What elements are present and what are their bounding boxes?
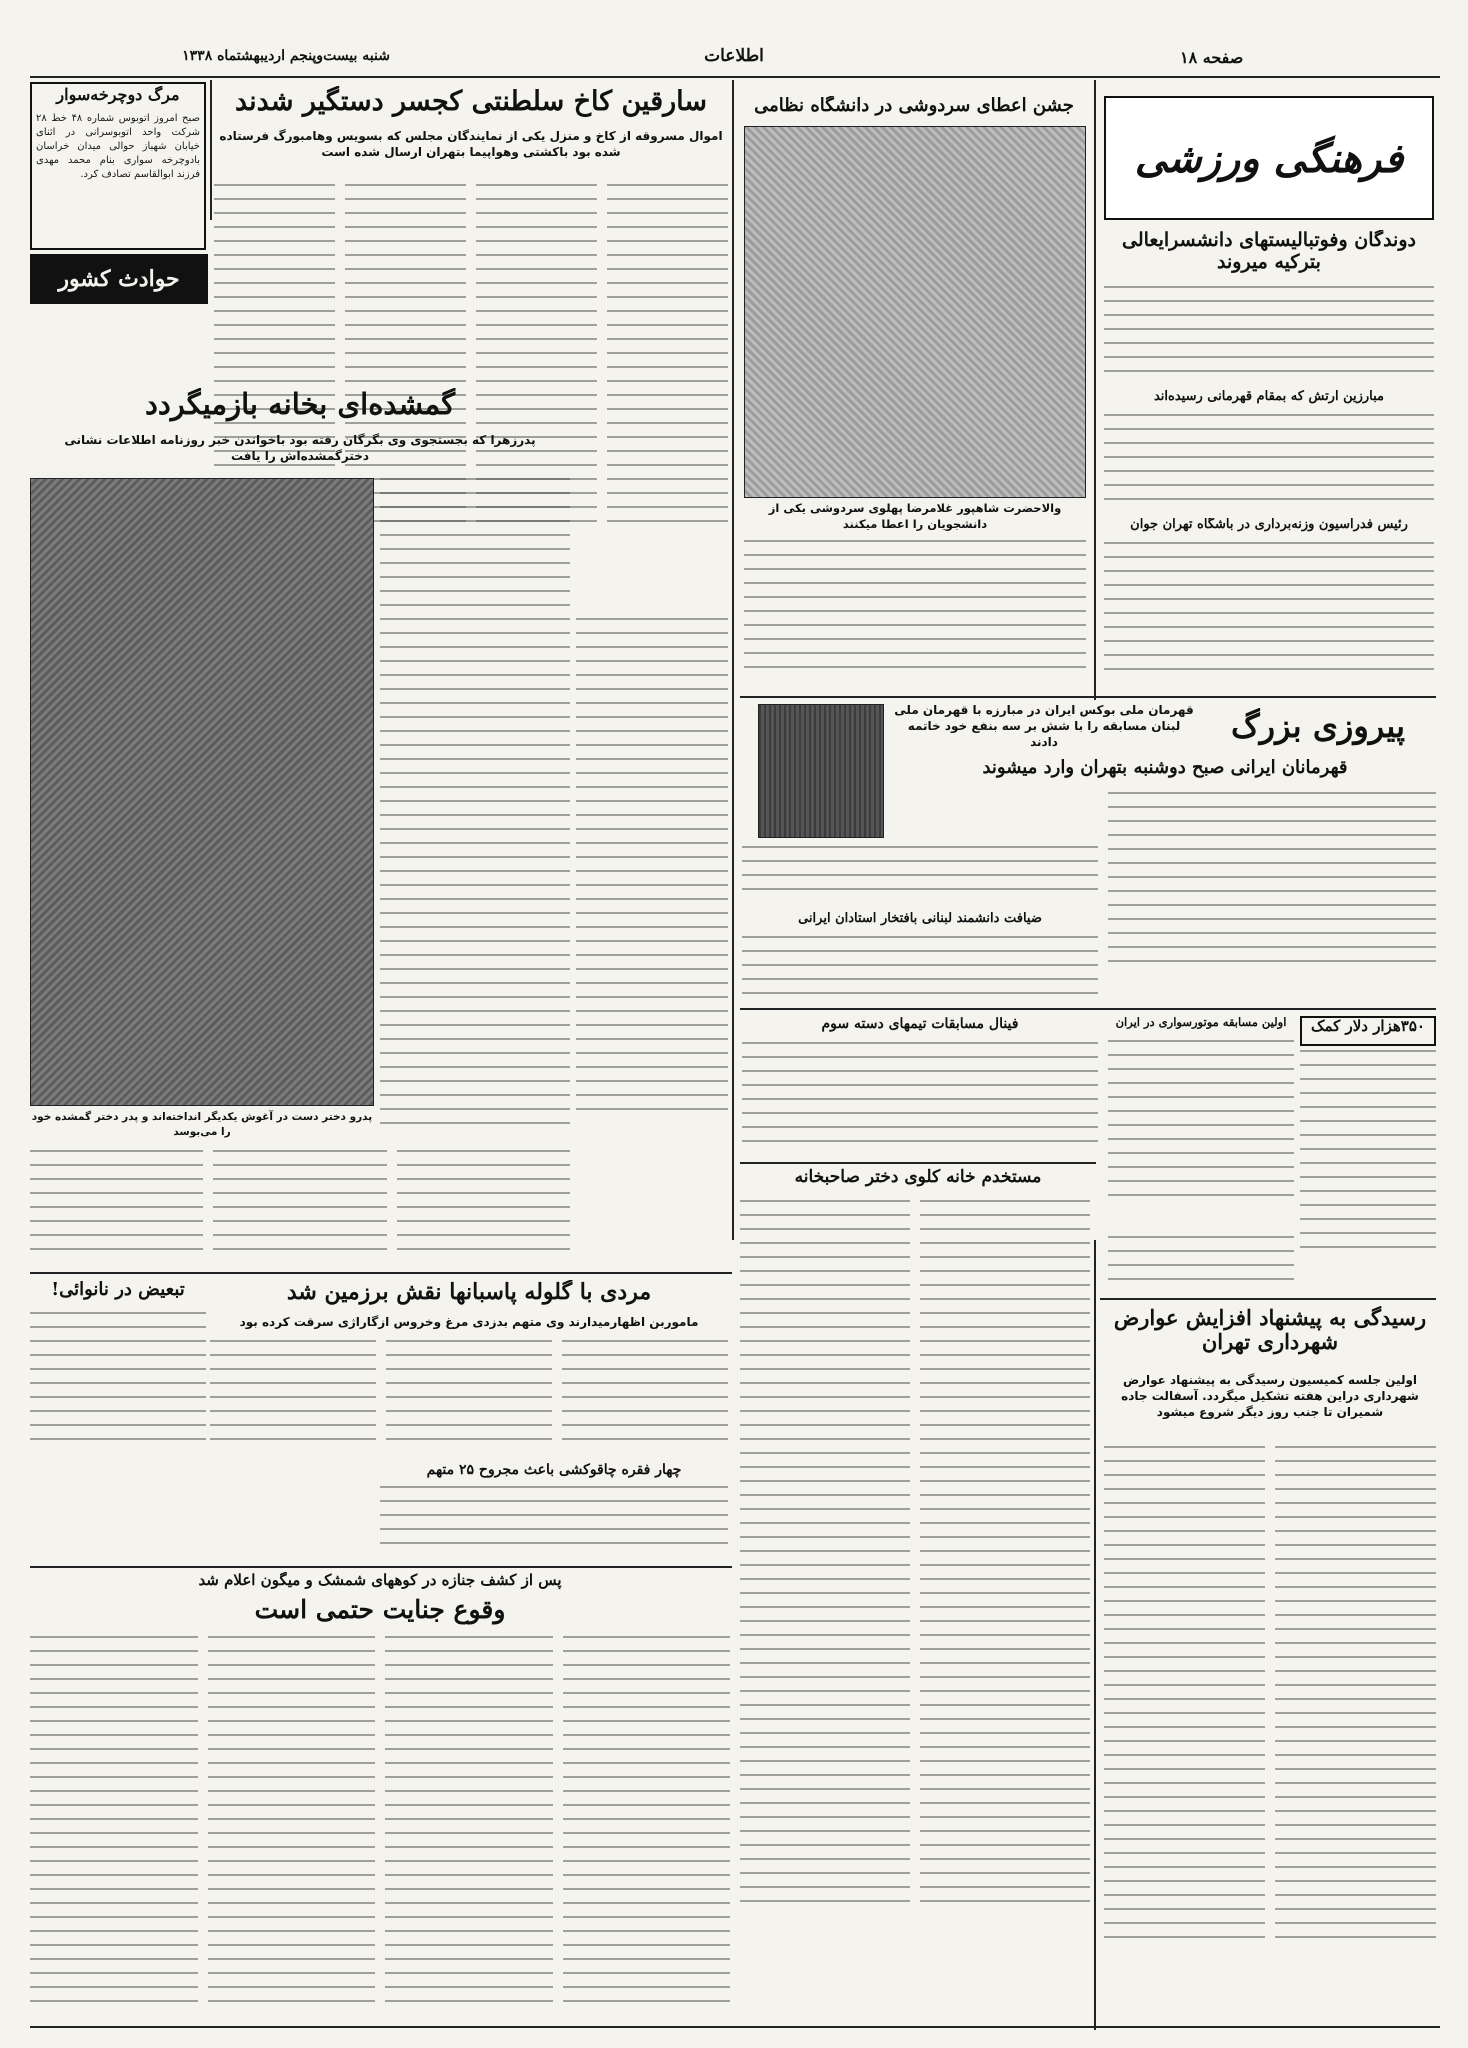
bullet-headline: مردی با گلوله پاسبانها نقش برزمین شد	[286, 1280, 652, 1305]
aid-headline: ۳۵۰هزار دلار کمک	[1300, 1016, 1436, 1046]
pre-municipality-body	[1108, 1236, 1294, 1294]
masthead-rule	[30, 76, 1440, 78]
bullet-deck: ماموربن اظهارمیدارند وی متهم بدزدی مرغ وخروس ازگاراژی سرقت کرده بود	[239, 1315, 699, 1329]
section-rule	[740, 696, 1436, 698]
thieves-headline: سارقین کاخ سلطنتی کجسر دستگیر شدند	[234, 86, 707, 117]
thieves-deck: اموال مسروقه از کاخ و منزل یکی از نمایندگان مجلس که بسویس وهامبورگ فرستاده شده بود باکشتی وهواپیما بتهران ارسال شده است	[219, 129, 723, 159]
incidents-banner	[30, 254, 208, 304]
servant-body	[740, 1200, 1090, 2020]
missing-girl-body	[380, 478, 570, 1148]
servant-headline: مستخدم خانه کلوی دختر صاحبخانه	[794, 1168, 1042, 1187]
discrimination-headline: تبعیض در نانوائی!	[51, 1280, 185, 1300]
page-bottom-rule	[30, 2026, 1440, 2028]
section-rule	[30, 1272, 732, 1274]
shemshak-body	[30, 1636, 730, 2008]
municipality-body	[1104, 1446, 1436, 2022]
cyclist-lead: صبح امروز اتوبوس شماره ۴۸ خط ۲۸ شرکت واحد اتوبوسرانی در اثنای خیابان شهباز حوالی میدان خراسان بادوچرخه سواری بنام محمد مهدی فرزند ابوالقاسم تصادف کرد.	[36, 113, 200, 180]
section-rule	[740, 1008, 1436, 1010]
army-champions-subhead: مبارزین ارتش که بمقام قهرمانی رسیده‌اند	[1153, 390, 1385, 404]
academy-photo	[744, 126, 1086, 498]
aid-body	[1300, 1050, 1436, 1294]
father-daughter-photo	[30, 478, 374, 1106]
academy-body	[744, 540, 1086, 688]
weightlifting-body	[1104, 542, 1434, 692]
reception-subhead: ضیافت دانشمند لبنانی بافتخار استادان ایرانی	[798, 912, 1042, 926]
paper-name: اطلاعات	[704, 46, 764, 66]
academy-headline: جشن اعطای سردوشی در دانشگاه نظامی	[754, 96, 1074, 116]
girl-continued	[30, 1150, 570, 1268]
date-line: شنبه بیست‌وپنجم اردیبهشتماه ۱۳۳۸	[182, 48, 390, 64]
section-rule	[1100, 1298, 1436, 1300]
boxing-body-right	[1108, 792, 1436, 1004]
academy-caption: والاحضرت شاهپور غلامرضا پهلوی سردوشی یکی از دانشجویان را اعطا میکنند	[768, 501, 1062, 531]
culture-sports-title: فرهنگی ورزشی	[1134, 134, 1404, 182]
stab-body	[380, 1486, 728, 1562]
missing-girl-deck: پدرزهرا که بجستجوی وی بگرگان رفته بود باخواندن خبر روزنامه اطلاعات نشانی دخترگمشده‌اش را یافت	[64, 433, 536, 463]
footballers-body	[1104, 286, 1434, 386]
boxer-portrait	[758, 704, 884, 838]
final-headline: فینال مسابقات تیمهای دسته سوم	[821, 1016, 1019, 1032]
shemshak-headline: پس از کشف جنازه در کوههای شمشک و میگون اعلام شد	[198, 1572, 562, 1589]
boxing-headline: پیروزی بزرگ	[1231, 708, 1405, 745]
shemshak-subhead: وقوع جنایت حتمی است	[254, 1596, 506, 1624]
reception-body	[742, 936, 1098, 1004]
motorcycle-body	[1108, 1040, 1294, 1232]
bullet-body	[210, 1340, 728, 1458]
municipality-headline: رسیدگی به پیشنهاد افزایش عوارض شهرداری تهران	[1113, 1306, 1427, 1355]
stab-headline: چهار فقره چاقوکشی باعث مجروح ۲۵ متهم	[426, 1462, 682, 1478]
army-champions-body	[1104, 414, 1434, 514]
page-number: صفحه ۱۸	[1180, 48, 1244, 67]
boxing-body-left	[742, 846, 1098, 910]
discrimination-body	[30, 1312, 206, 1462]
column-rule	[1094, 80, 1096, 700]
missing-girl-caption: پدرو دختر دست در آغوش یکدیگر انداخته‌اند و پدر دختر گمشده خود را می‌بوسد	[31, 1111, 373, 1138]
column-rule	[1094, 1240, 1096, 2030]
missing-girl-headline: گمشده‌ای بخانه بازمیگردد	[144, 388, 456, 421]
footballers-headline: دوندگان وفوتبالیستهای دانشسرایعالی بترکیه میروند	[1122, 230, 1416, 273]
weightlifting-subhead: رئیس فدراسیون وزنه‌برداری در باشگاه تهران جوان	[1130, 518, 1408, 532]
motorcycle-headline: اولین مسابقه موتورسواری در ایران	[1115, 1016, 1287, 1029]
boxing-subhead: قهرمانان ایرانی صبح دوشنبه بتهران وارد میشوند	[982, 758, 1348, 778]
cyclist-headline: مرگ دوچرخه‌سوار	[56, 86, 180, 104]
section-rule	[740, 1162, 1096, 1164]
column-rule	[210, 80, 212, 220]
boxing-deck-top: قهرمان ملی بوکس ایران در مبارزه با قهرمان ملی لبنان مسابقه را با شش بر سه بنفع خود خاتمه دادند	[894, 703, 1194, 749]
section-rule	[30, 1566, 732, 1568]
municipality-deck: اولین جلسه کمیسیون رسیدگی به پیشنهاد عوارض شهرداری دراین هفته تشکیل میگردد. آسفالت جاده شمیران تا جنب روز دیگر شروع میشود	[1121, 1373, 1419, 1419]
culture-sports-banner	[1104, 96, 1434, 220]
thieves-continued	[576, 618, 728, 1148]
final-body	[742, 1042, 1098, 1160]
incidents-title: حوادث کشور	[58, 266, 180, 292]
column-rule	[732, 80, 734, 1240]
